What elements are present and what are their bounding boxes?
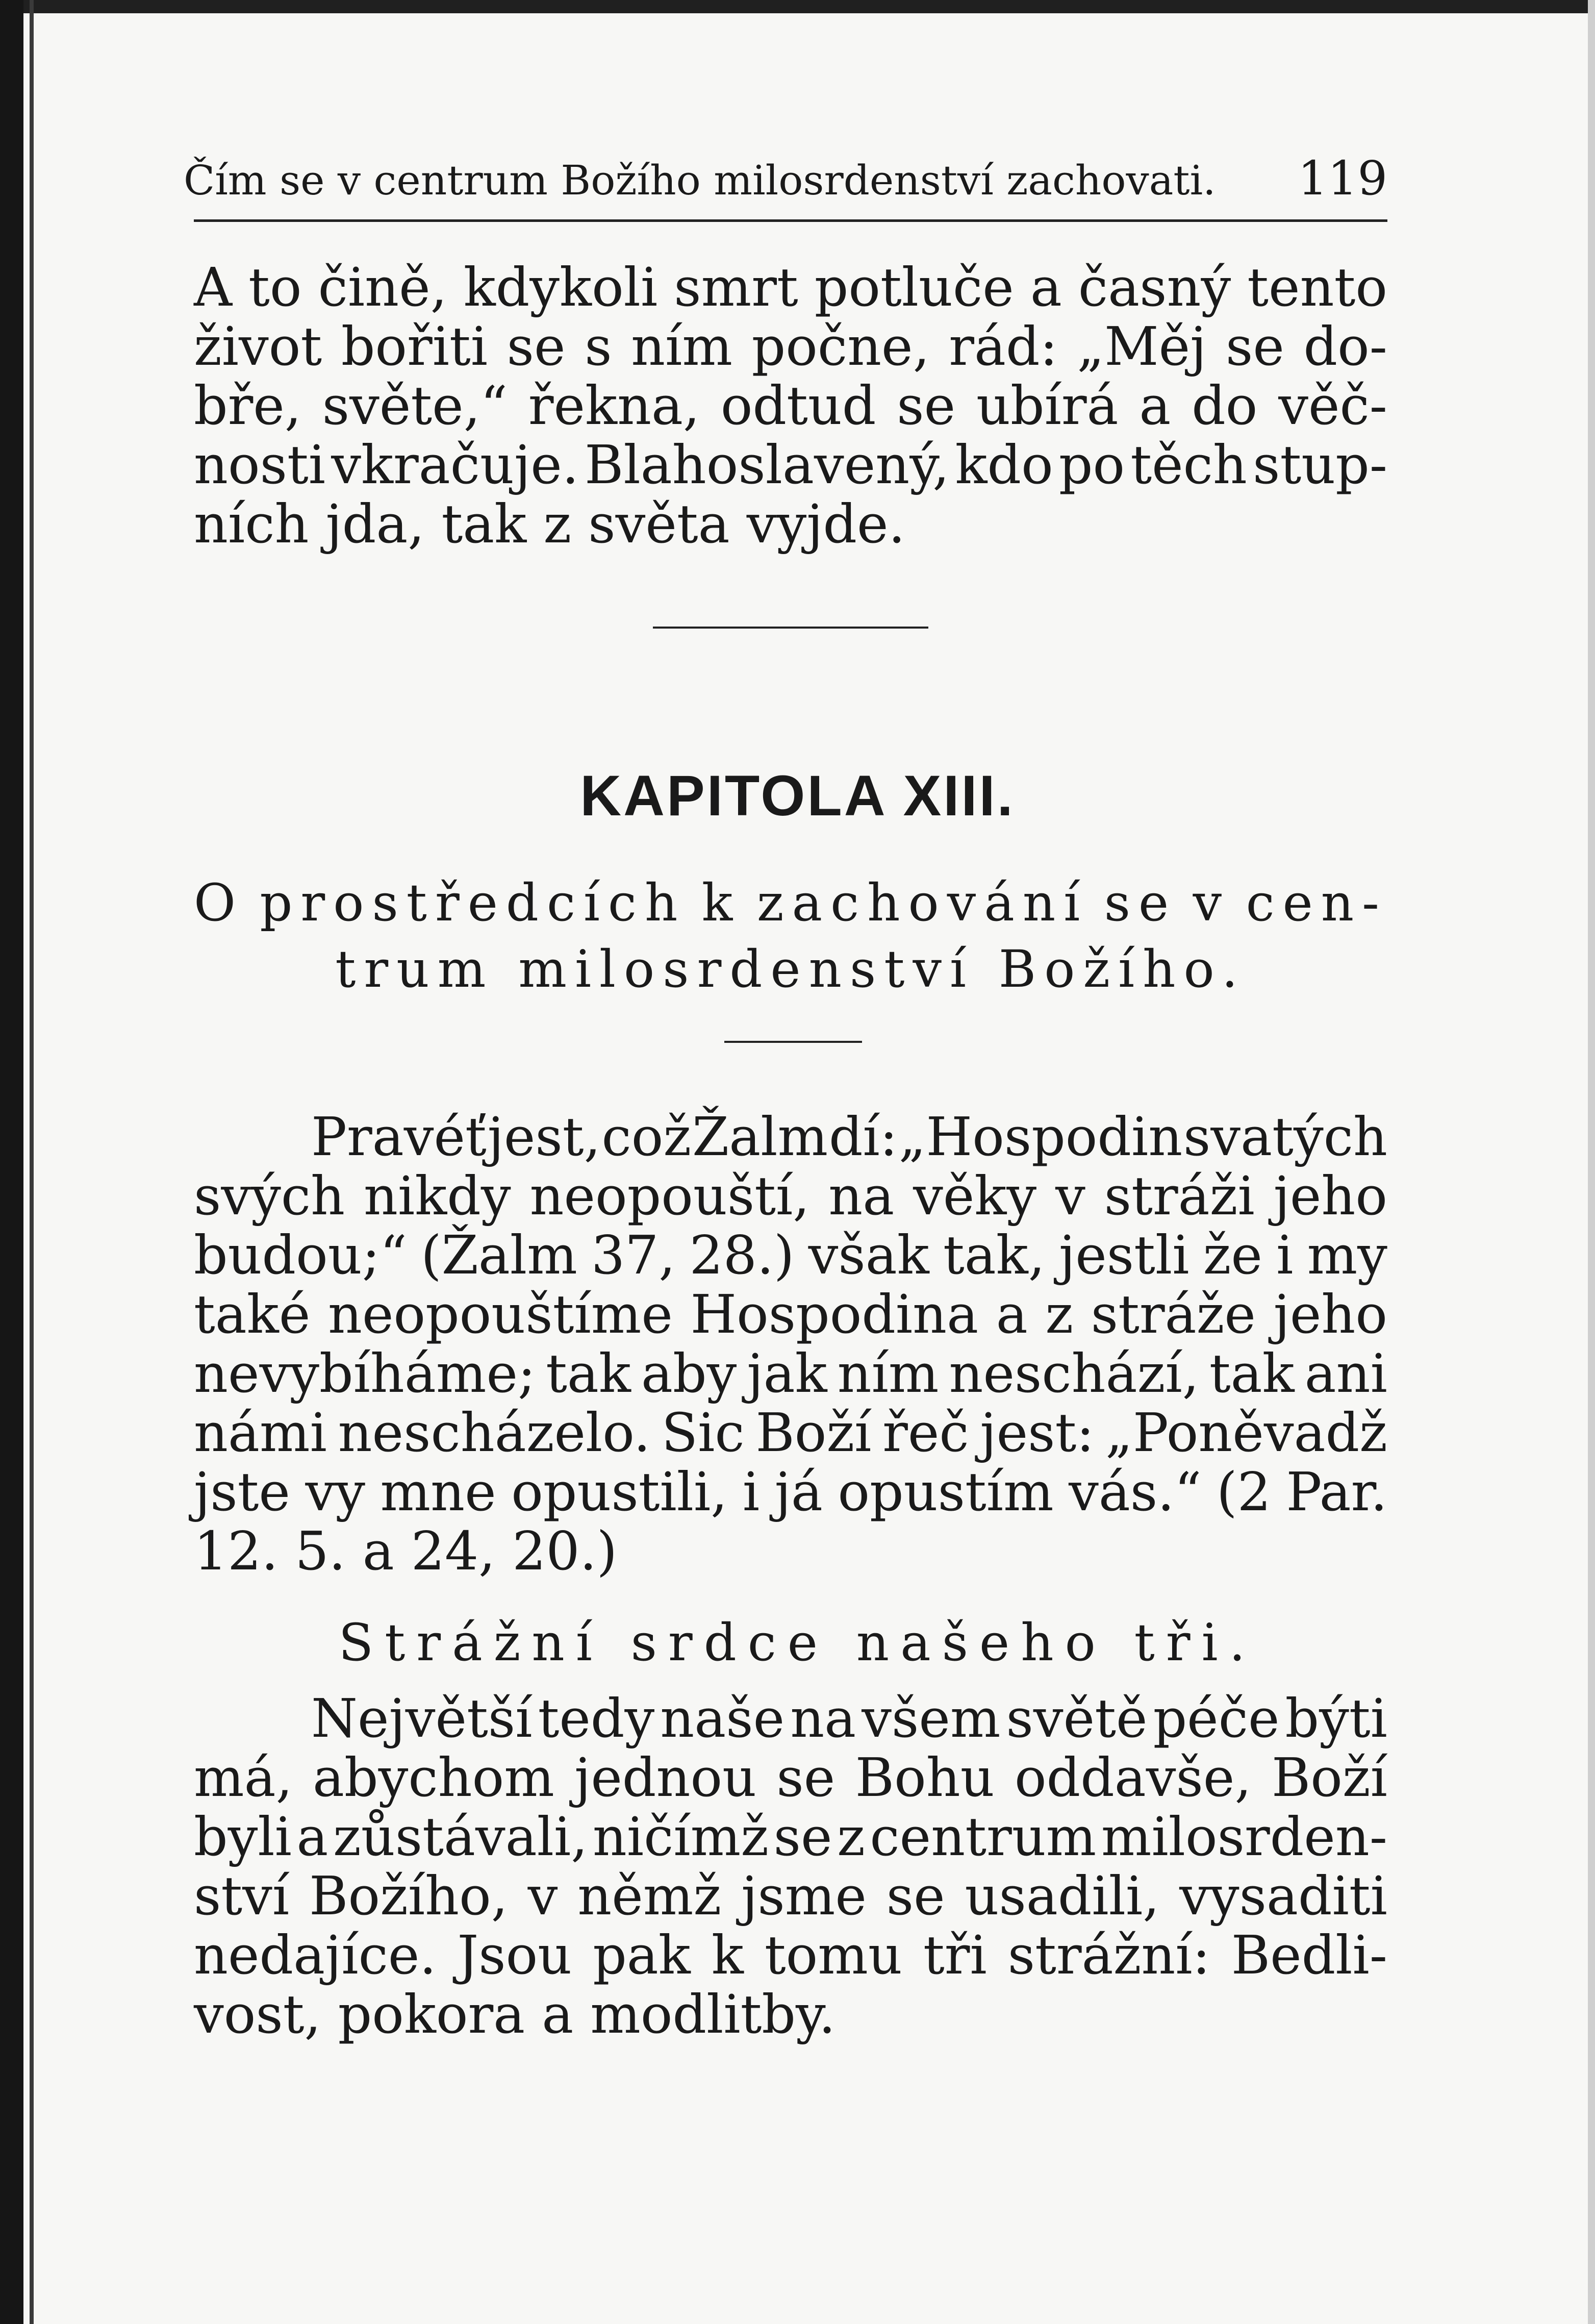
subtitle-line: O prostředcích k zachování se v cen-	[194, 873, 1387, 933]
chapter-title: KAPITOLA XIII.	[580, 764, 1015, 828]
text-line: vost, pokora a modlitby.	[194, 1983, 836, 2045]
paragraph-top	[194, 258, 1387, 554]
chapter-subtitle	[194, 870, 1387, 1003]
page-number: 119	[1298, 151, 1387, 206]
scan-border-left-inner	[30, 0, 34, 2324]
text-line: Pravéť jest, což Žalm dí: „Hospodin svatých	[311, 1106, 1387, 1168]
section-separator	[653, 627, 928, 629]
text-line: ních jda, tak z světa vyjde.	[194, 493, 905, 555]
text-line: ství Božího, v němž jsme se usadili, vysaditi	[194, 1865, 1387, 1927]
header-rule	[194, 219, 1387, 222]
text-line: budou;“ (Žalm 37, 28.) však tak, jestli že i my	[194, 1224, 1387, 1286]
text-line: život bořiti se s ním počne, rád: „Měj se do-	[194, 315, 1387, 378]
text-line: bře, světe,“ řekna, odtud se ubírá a do věč-	[194, 374, 1387, 437]
running-head	[184, 151, 1387, 209]
text-line: nosti vkračuje. Blahoslavený, kdo po těch stup-	[194, 434, 1387, 496]
text-line: byli a zůstávali, ničímž se z centrum milosrden-	[194, 1806, 1387, 1868]
paragraph-bottom	[194, 1689, 1387, 2044]
running-head-title: Čím se v centrum Božího milosrdenství zachovati.	[184, 157, 1216, 204]
text-line: námi nescházelo. Sic Boží řeč jest: „Poněvadž	[194, 1402, 1387, 1464]
text-line: nevybíháme; tak aby jak ním neschází, tak ani	[194, 1342, 1387, 1405]
text-line: má, abychom jednou se Bohu oddavše, Boží	[194, 1746, 1387, 1809]
scan-border-right	[1588, 0, 1595, 2324]
subtitle-line: trum milosrdenství Božího.	[335, 939, 1246, 999]
paragraph-middle	[194, 1107, 1387, 1581]
scan-border-top	[0, 0, 1595, 13]
text-line: také neopouštíme Hospodina a z stráže jeho	[194, 1283, 1387, 1345]
section-heading: Strážní srdce našeho tři.	[338, 1613, 1257, 1672]
text-line: 12. 5. a 24, 20.)	[194, 1520, 618, 1582]
text-line: jste vy mne opustili, i já opustím vás.“ (2 Par.	[194, 1461, 1387, 1523]
short-separator	[724, 1041, 862, 1043]
scan-border-left	[0, 0, 23, 2324]
text-line: nedajíce. Jsou pak k tomu tři strážní: Bedli-	[194, 1924, 1387, 1986]
text-line: A to čině, kdykoli smrt potluče a časný tento	[194, 256, 1387, 318]
text-line: svých nikdy neopouští, na věky v stráži jeho	[194, 1165, 1387, 1227]
text-line: Největší tedy naše na všem světě péče býti	[311, 1687, 1387, 1750]
